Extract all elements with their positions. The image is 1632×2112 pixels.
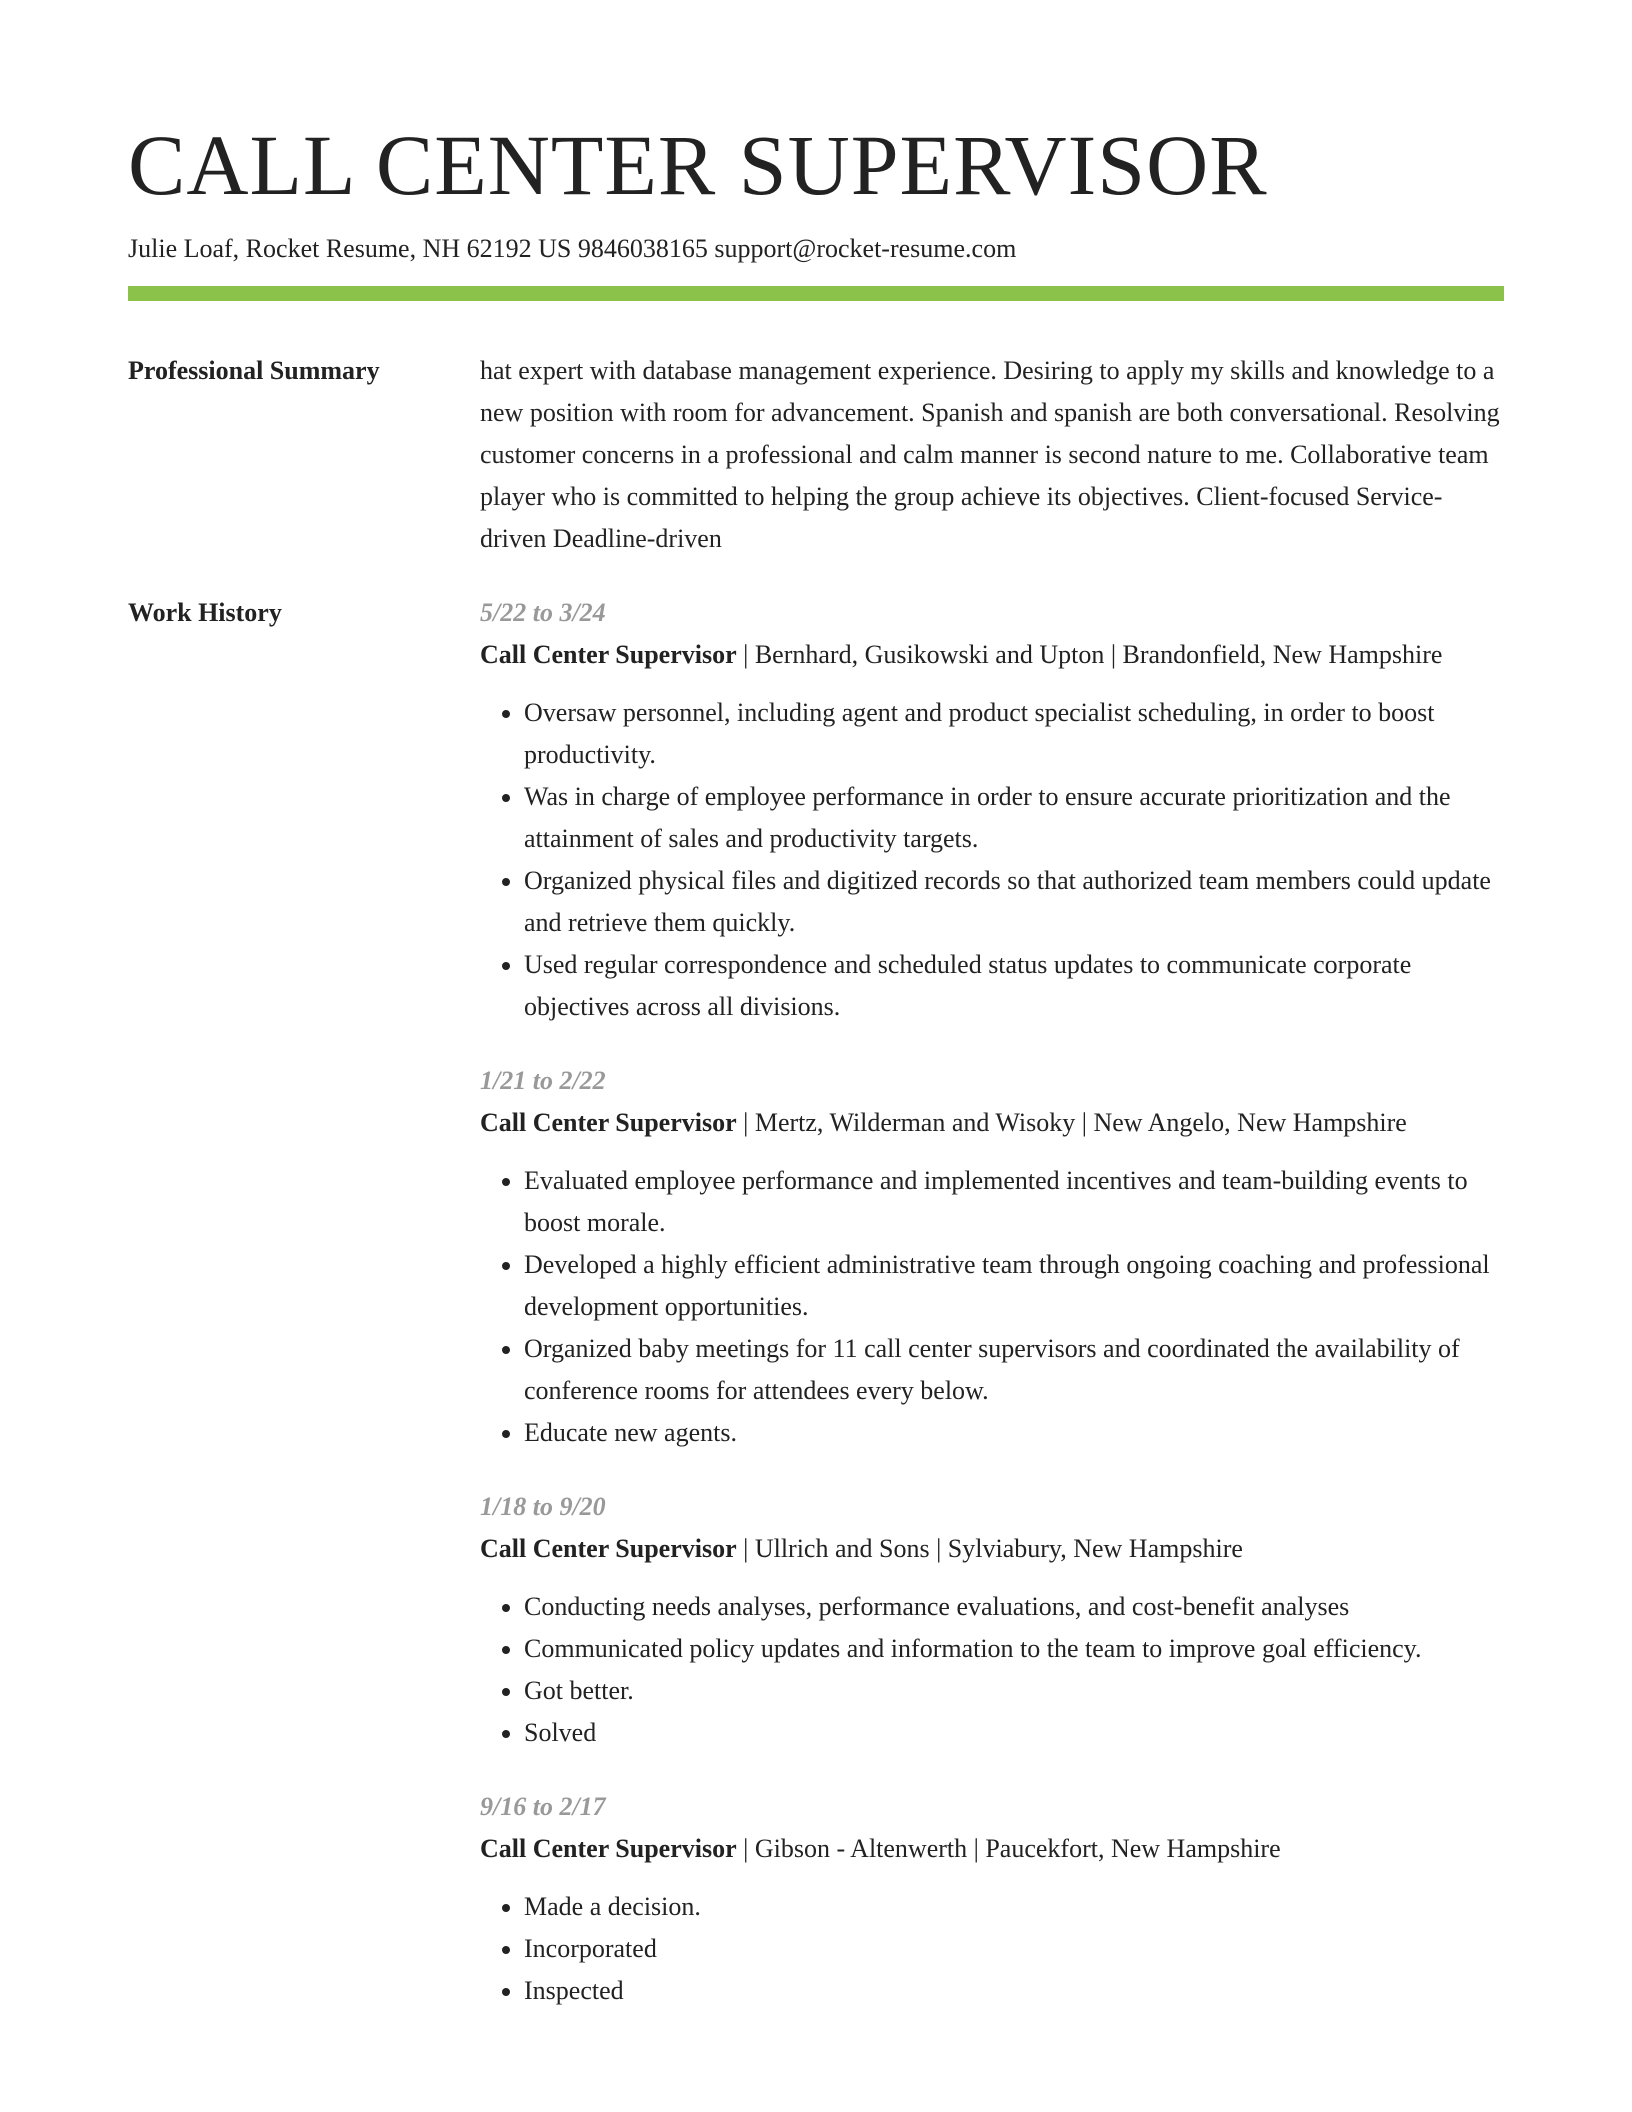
summary-text: hat expert with database management experience. Desiring to apply my skills and knowledge to a new position with room for advancement. Spanish and spanish are both conversational. Resolving customer concerns in a professional and calm manner is second nature to me. Collaborative team player who is committed to helping the group achieve its objectives. Client-focused Service-driven Deadline-driven xyxy=(480,356,1500,553)
job-heading xyxy=(480,1528,1504,1570)
list-item: • Educate new agents. xyxy=(524,1412,1504,1454)
job-details: | Bernhard, Gusikowski and Upton | Brandonfield, New Hampshire xyxy=(736,640,1443,669)
work-history-list xyxy=(480,592,1504,2044)
resume-title: CALL CENTER SUPERVISOR xyxy=(128,117,1268,213)
job-dates: 1/21 to 2/22 xyxy=(480,1066,606,1095)
list-item: • Organized physical files and digitized records so that authorized team members could update and retrieve them quickly. xyxy=(524,860,1504,944)
list-item: • Developed a highly efficient administrative team through ongoing coaching and professional development opportunities. xyxy=(524,1244,1504,1328)
list-item: • Conducting needs analyses, performance evaluations, and cost-benefit analyses xyxy=(524,1586,1504,1628)
job-entry xyxy=(480,592,1504,1028)
job-details: | Ullrich and Sons | Sylviabury, New Hampshire xyxy=(736,1534,1243,1563)
list-item: • Organized baby meetings for 11 call center supervisors and coordinated the availability of conference rooms for attendees every below. xyxy=(524,1328,1504,1412)
job-dates: 5/22 to 3/24 xyxy=(480,598,606,627)
job-bullets xyxy=(480,1886,1504,2012)
list-item: • Solved xyxy=(524,1712,1504,1754)
list-item: • Was in charge of employee performance in order to ensure accurate prioritization and the attainment of sales and productivity targets. xyxy=(524,776,1504,860)
list-item: • Communicated policy updates and information to the team to improve goal efficiency. xyxy=(524,1628,1504,1670)
section-label-summary: Professional Summary xyxy=(128,356,380,385)
job-entry xyxy=(480,1786,1504,2012)
job-role: Call Center Supervisor xyxy=(480,640,737,669)
list-item: • Got better. xyxy=(524,1670,1504,1712)
job-bullets xyxy=(480,692,1504,1028)
list-item: • Oversaw personnel, including agent and product specialist scheduling, in order to boost productivity. xyxy=(524,692,1504,776)
job-bullets xyxy=(480,1586,1504,1754)
accent-divider xyxy=(128,286,1504,301)
job-bullets xyxy=(480,1160,1504,1454)
job-details: | Mertz, Wilderman and Wisoky | New Angelo, New Hampshire xyxy=(736,1108,1407,1137)
job-entry xyxy=(480,1486,1504,1754)
list-item: • Incorporated xyxy=(524,1928,1504,1970)
job-dates: 1/18 to 9/20 xyxy=(480,1492,606,1521)
job-details: | Gibson - Altenwerth | Paucekfort, New Hampshire xyxy=(736,1834,1281,1863)
job-role: Call Center Supervisor xyxy=(480,1534,737,1563)
job-role: Call Center Supervisor xyxy=(480,1108,737,1137)
job-dates: 9/16 to 2/17 xyxy=(480,1792,606,1821)
job-heading xyxy=(480,634,1504,676)
section-label-work-history: Work History xyxy=(128,598,282,627)
job-entry xyxy=(480,1060,1504,1454)
list-item: • Evaluated employee performance and implemented incentives and team-building events to boost morale. xyxy=(524,1160,1504,1244)
list-item: • Inspected xyxy=(524,1970,1504,2012)
job-heading xyxy=(480,1102,1504,1144)
job-role: Call Center Supervisor xyxy=(480,1834,737,1863)
contact-line: Julie Loaf, Rocket Resume, NH 62192 US 9846038165 support@rocket-resume.com xyxy=(128,234,1017,263)
list-item: • Made a decision. xyxy=(524,1886,1504,1928)
job-heading xyxy=(480,1828,1504,1870)
list-item: • Used regular correspondence and scheduled status updates to communicate corporate objectives across all divisions. xyxy=(524,944,1504,1028)
